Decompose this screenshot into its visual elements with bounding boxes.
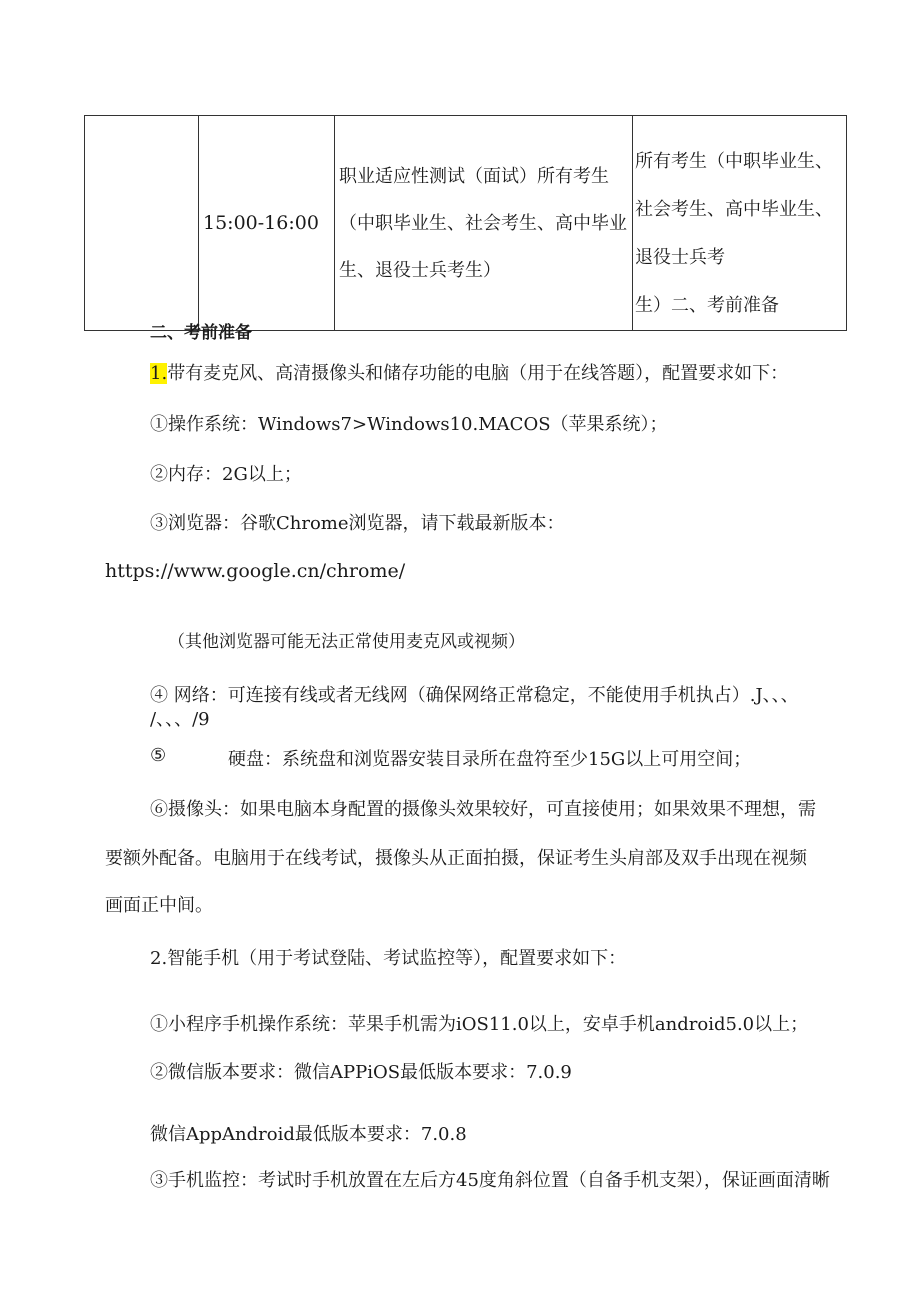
target-line: 退役士兵考 xyxy=(635,247,725,268)
network-requirement-line1: ④ 网络：可连接有线或者无线网（确保网络正常稳定，不能使用手机执占）.J、、、 xyxy=(150,685,799,706)
network-requirement-line2: /、、、/9 xyxy=(150,709,210,730)
phone-monitor-requirement: ③手机监控：考试时手机放置在左后方45度角斜位置（自备手机支架），保证画面清晰 xyxy=(150,1170,830,1191)
camera-requirement-line2: 要额外配备。电脑用于在线考试，摄像头从正面拍摄，保证考生头肩部及双手出现在视频 xyxy=(105,848,807,869)
item1-text: 带有麦克风、高清摄像头和储存功能的电脑（用于在线答题），配置要求如下： xyxy=(167,363,789,384)
browser-note: （其他浏览器可能无法正常使用麦克风或视频） xyxy=(168,632,525,652)
memory-requirement: ②内存：2G以上； xyxy=(150,464,302,485)
disk-requirement: 硬盘：系统盘和浏览器安装目录所在盘符至少15G以上可用空间； xyxy=(228,749,752,770)
wechat-android-requirement: 微信AppAndroid最低版本要求：7.0.8 xyxy=(150,1124,467,1145)
section-heading: 二、考前准备 xyxy=(150,323,252,343)
subject-line: 生、退役士兵考生） xyxy=(339,259,501,281)
os-requirement: ①操作系统：Windows7>Windows10.MACOS（苹果系统）； xyxy=(150,414,668,435)
target-line: 生）二、考前准备 xyxy=(635,295,779,316)
schedule-table xyxy=(84,115,847,331)
target-line: 社会考生、高中毕业生、 xyxy=(635,199,833,220)
browser-requirement: ③浏览器：谷歌Chrome浏览器，请下载最新版本： xyxy=(150,513,565,534)
subject-line: （中职毕业生、社会考生、高中毕业 xyxy=(339,212,627,234)
table-cell-time: 15:00-16:00 xyxy=(199,116,335,331)
highlighted-item-number: 1. xyxy=(150,363,168,384)
target-line: 所有考生（中职毕业生、 xyxy=(635,151,833,172)
item1-paragraph xyxy=(150,359,788,385)
wechat-ios-requirement: ②微信版本要求：微信APPiOS最低版本要求：7.0.9 xyxy=(150,1062,572,1083)
chrome-url: https://www.google.cn/chrome/ xyxy=(105,560,406,582)
table-cell-target xyxy=(633,116,847,331)
item2-paragraph: 2.智能手机（用于考试登陆、考试监控等），配置要求如下： xyxy=(150,948,627,969)
camera-requirement-line3: 画面正中间。 xyxy=(105,895,213,916)
table-cell-blank xyxy=(85,116,199,331)
disk-number: ⑤ xyxy=(150,745,167,766)
camera-requirement-line1: ⑥摄像头：如果电脑本身配置的摄像头效果较好，可直接使用；如果效果不理想，需 xyxy=(150,799,816,820)
table-cell-subject xyxy=(335,116,633,331)
mini-program-requirement: ①小程序手机操作系统：苹果手机需为iOS11.0以上，安卓手机android5.0以上； xyxy=(150,1014,809,1035)
subject-line: 职业适应性测试（面试）所有考生 xyxy=(339,165,609,187)
table-row xyxy=(85,116,847,331)
